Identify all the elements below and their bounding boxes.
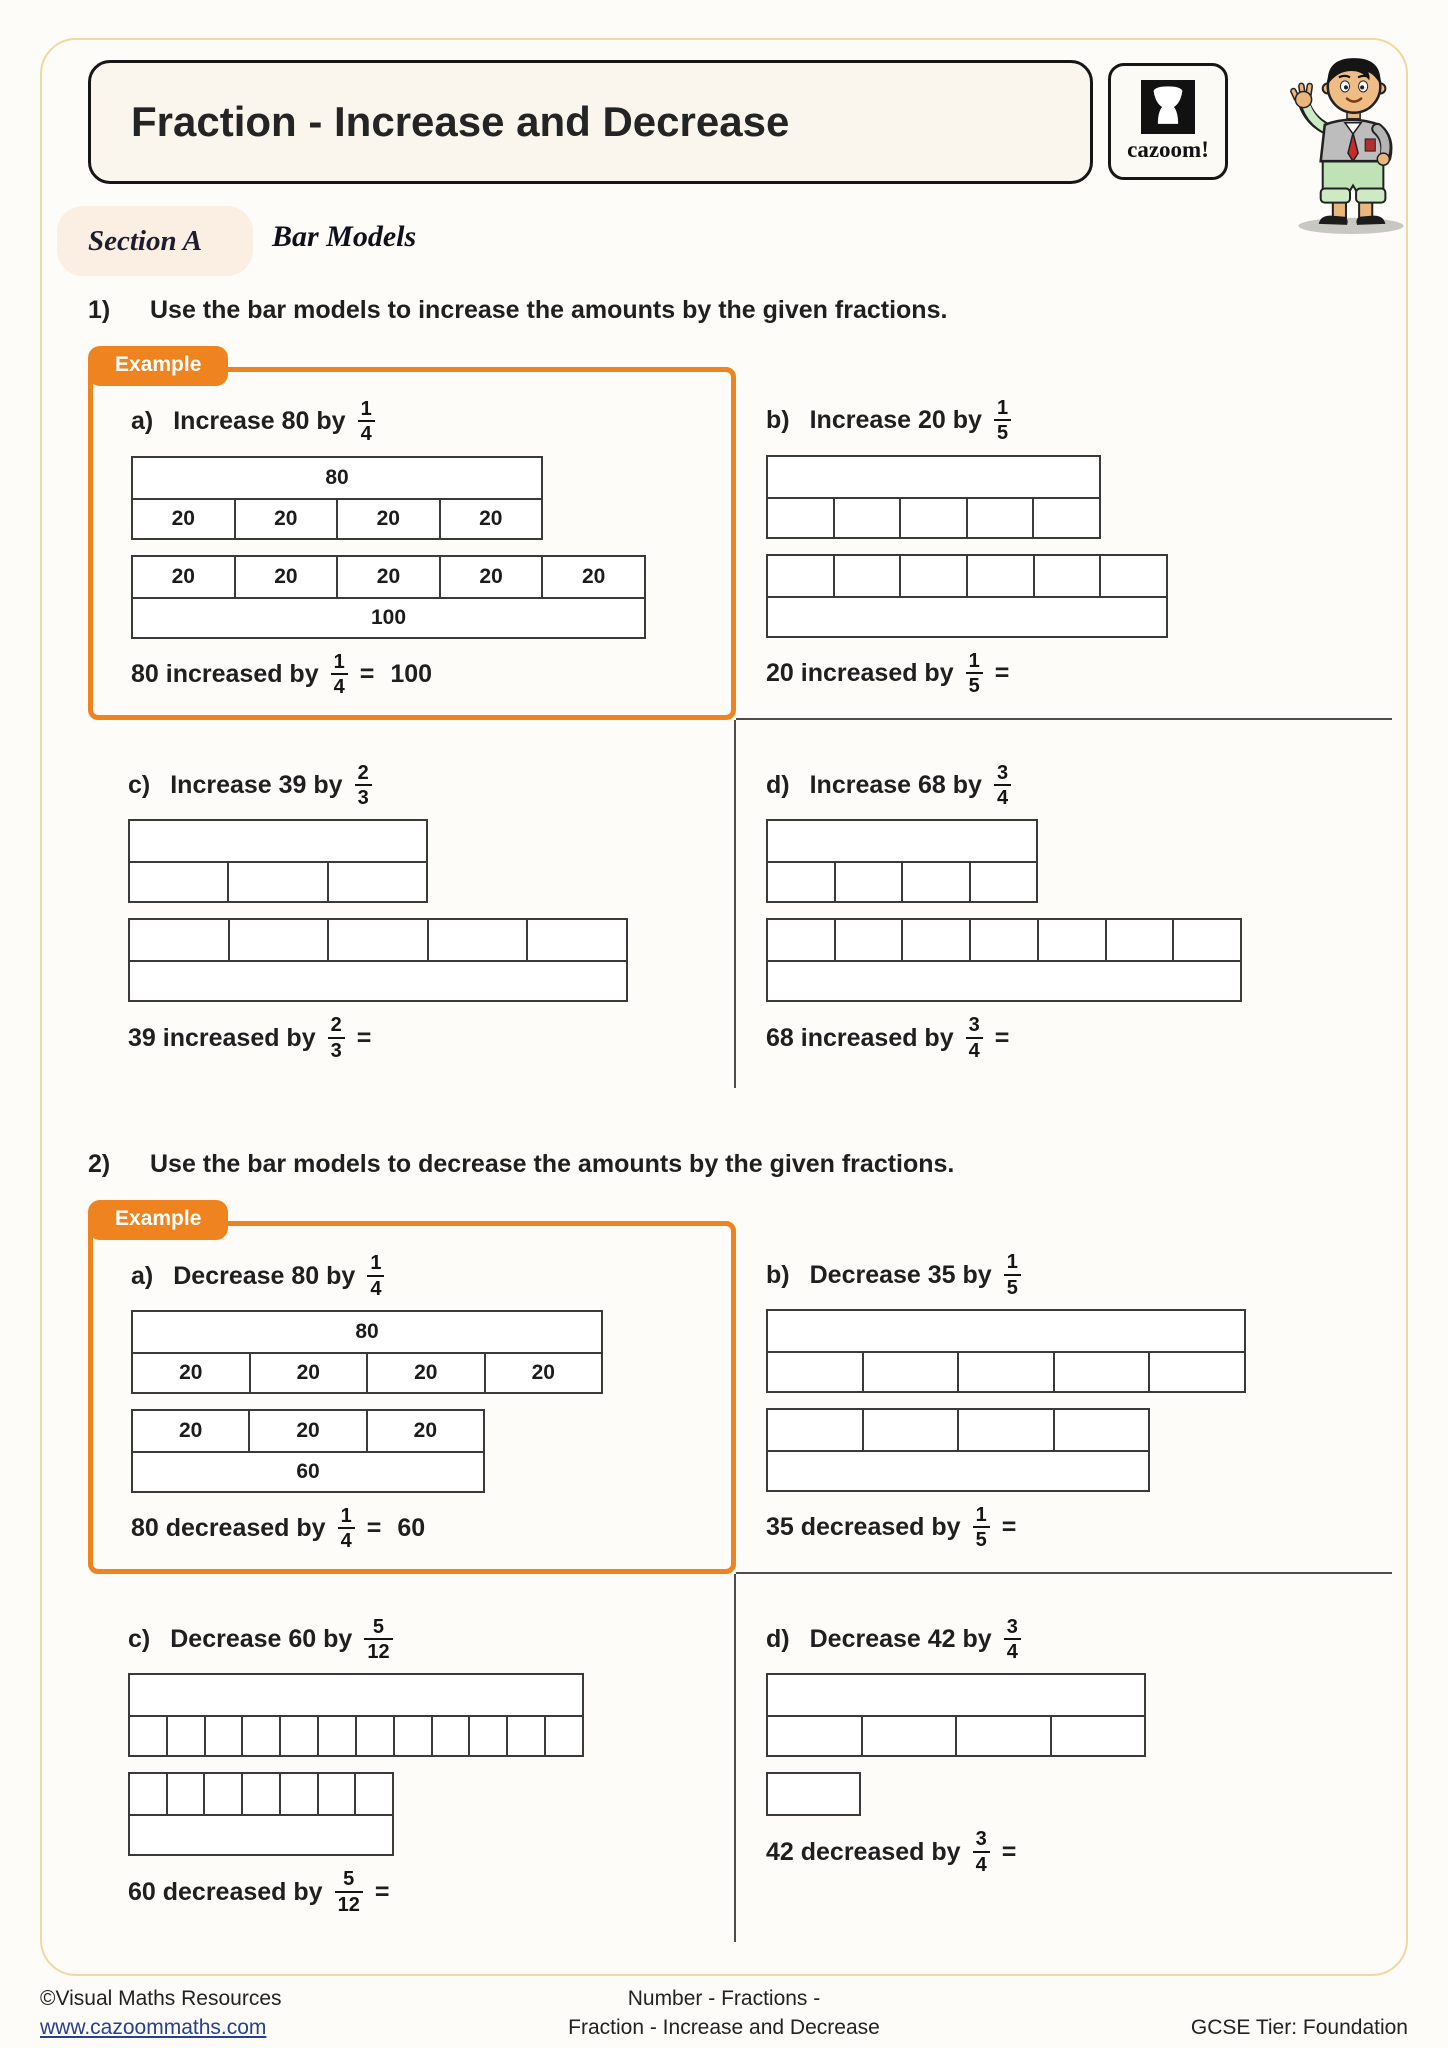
bar-unit-cell: 20: [248, 1411, 365, 1451]
fraction: [338, 1505, 355, 1553]
result-statement: [766, 1504, 1392, 1552]
fraction: [335, 1868, 363, 1916]
statement-prefix: 80 increased by: [131, 660, 319, 689]
result-statement: [766, 1014, 1392, 1062]
bar-model-row: [130, 821, 426, 861]
equals-sign: =: [366, 1514, 382, 1543]
fraction-denominator: 4: [994, 784, 1011, 809]
section-label: Section A: [88, 224, 203, 257]
bar-unit-cell: [203, 1774, 241, 1814]
bar-unit-cell: [861, 1717, 956, 1755]
bar-merged-cell: [130, 1816, 392, 1854]
bar-merged-cell: [130, 821, 426, 861]
fraction: [1004, 1251, 1021, 1299]
footer-tier: GCSE Tier: Foundation: [1190, 2015, 1408, 2039]
result-statement: [128, 1868, 734, 1916]
bar-unit-cell: [393, 1717, 431, 1755]
part-heading: [131, 1252, 713, 1300]
grid-cell-d: [736, 720, 1392, 1089]
bar-model-row: [130, 920, 626, 960]
bar-unit-cell: [166, 1717, 204, 1755]
bar-model: [766, 1673, 1146, 1757]
fraction-denominator: 4: [1004, 1638, 1021, 1663]
bar-model: [766, 1408, 1150, 1492]
grid-cell-a: [88, 1195, 736, 1574]
fraction-numerator: 1: [968, 649, 980, 672]
bar-unit-cell: [431, 1717, 469, 1755]
bar-model: [766, 819, 1038, 903]
part-label: a): [131, 1261, 154, 1290]
bar-merged-cell: [768, 1675, 1144, 1715]
grid-cell-c: [88, 1574, 736, 1943]
fraction-denominator: 4: [358, 420, 375, 445]
bar-unit-cell: [899, 499, 966, 537]
bar-model-row: [133, 1352, 601, 1392]
drum-icon: [1141, 80, 1195, 134]
bar-unit-cell: [833, 499, 900, 537]
fraction-denominator: 4: [973, 1851, 990, 1876]
question-part: [131, 398, 713, 699]
bar-model-row: [768, 596, 1166, 636]
part-prompt: Increase 20 by: [809, 406, 982, 435]
fraction-numerator: 5: [343, 1868, 355, 1891]
fraction-denominator: 3: [328, 1037, 345, 1062]
part-prompt: Decrease 80 by: [173, 1261, 356, 1290]
bar-unit-cell: [901, 863, 969, 901]
fraction: [328, 1014, 345, 1062]
fraction-numerator: 3: [968, 1014, 980, 1037]
example-box: [88, 353, 736, 720]
worksheet-title-box: [88, 60, 1093, 184]
bar-merged-cell: [130, 1675, 582, 1715]
footer-website-link[interactable]: www.cazoommaths.com: [40, 2015, 267, 2039]
logo-wordmark: cazoom!: [1127, 137, 1209, 162]
bar-model: [766, 1772, 861, 1816]
bar-model-row: [130, 1774, 392, 1814]
fraction-denominator: 4: [966, 1037, 983, 1062]
fraction: [1004, 1616, 1021, 1664]
bar-merged-cell: [768, 962, 1240, 1000]
question-number: 2): [88, 1150, 111, 1179]
result-statement: [131, 1505, 713, 1553]
bar-model-row: [133, 1411, 483, 1451]
fraction: [331, 651, 348, 699]
bar-model: [131, 456, 543, 540]
statement-prefix: 42 decreased by: [766, 1837, 961, 1866]
part-heading: [131, 398, 713, 446]
bar-unit-cell: 20: [171, 506, 195, 530]
bar-unit-cell: 20: [439, 500, 542, 538]
fraction: [358, 398, 375, 446]
bar-model: [128, 1772, 394, 1856]
bar-unit-cell: [1032, 499, 1099, 537]
bar-unit-cell: 20: [171, 564, 195, 588]
bar-unit-cell: [862, 1410, 958, 1450]
bar-merged-cell: 80: [325, 465, 349, 489]
bar-unit-cell: [204, 1717, 242, 1755]
bar-model-row: [768, 960, 1240, 1000]
bar-model-row: [768, 1450, 1148, 1490]
fraction-denominator: 5: [973, 1526, 990, 1551]
bar-model-row: [133, 1312, 601, 1352]
bar-unit-cell: [969, 863, 1037, 901]
bar-unit-cell: [327, 920, 427, 960]
example-tab: Example: [88, 1200, 228, 1240]
bar-unit-cell: [130, 863, 227, 901]
bar-unit-cell: [468, 1717, 506, 1755]
fraction-numerator: 3: [1006, 1615, 1018, 1638]
bar-unit-cell: 20: [541, 557, 644, 597]
bar-unit-cell: [1099, 556, 1166, 596]
grid-cell-c: [88, 720, 736, 1089]
bar-unit-cell: [506, 1717, 544, 1755]
bar-unit-cell: [768, 556, 833, 596]
statement-prefix: 80 decreased by: [131, 1514, 326, 1543]
bar-merged-cell: [768, 457, 1099, 497]
bar-unit-cell: [1053, 1410, 1149, 1450]
bar-model-row: [768, 1675, 1144, 1715]
bar-unit-cell: [130, 920, 228, 960]
part-prompt: Increase 39 by: [170, 770, 343, 799]
result-statement: [131, 651, 713, 699]
part-prompt: Decrease 42 by: [809, 1625, 992, 1654]
bar-model: [128, 819, 428, 903]
fraction-numerator: 3: [996, 761, 1009, 784]
bar-unit-cell: [1033, 556, 1100, 596]
bar-unit-cell: [130, 1717, 166, 1755]
part-heading: [766, 397, 1392, 445]
fraction-numerator: 1: [996, 397, 1009, 419]
part-prompt: Increase 68 by: [809, 770, 982, 799]
bar-unit-cell: [834, 920, 902, 960]
result-statement: [766, 650, 1392, 698]
bar-unit-cell: 20: [336, 500, 439, 538]
bar-unit-cell: [1172, 920, 1240, 960]
bar-unit-cell: 20: [366, 1354, 484, 1392]
fraction: [973, 1504, 990, 1552]
bar-unit-cell: [1148, 1353, 1244, 1391]
part-label: c): [128, 770, 151, 799]
bar-unit-cell: [130, 1774, 166, 1814]
bar-model-row: [768, 1774, 859, 1814]
bar-unit-cell: [427, 920, 527, 960]
part-label: b): [766, 406, 790, 435]
bar-model: [131, 555, 646, 639]
fraction-denominator: 4: [367, 1275, 384, 1300]
fraction-numerator: 1: [1006, 1251, 1018, 1274]
bar-model: [766, 1309, 1246, 1393]
question-part: [766, 1251, 1392, 1552]
bar-unit-cell: [768, 1410, 862, 1450]
section-row: [0, 206, 1448, 276]
bar-unit-cell: [355, 1717, 393, 1755]
example-box: [88, 1207, 736, 1574]
question-block: [88, 1150, 1392, 1942]
fraction: [994, 397, 1011, 445]
bar-unit-cell: [957, 1410, 1053, 1450]
bar-unit-cell: [966, 499, 1033, 537]
bar-unit-cell: [955, 1717, 1050, 1755]
worksheet-footer: [40, 1985, 1408, 2042]
bar-unit-cell: [768, 863, 834, 901]
bar-merged-cell: 60: [296, 1459, 320, 1483]
bar-unit-cell: [544, 1717, 582, 1755]
bar-unit-cell: [768, 1717, 861, 1755]
bar-merged-cell: 80: [355, 1319, 379, 1343]
fraction-numerator: 3: [975, 1828, 987, 1851]
part-label: d): [766, 770, 790, 799]
question-grid: [88, 1195, 1392, 1942]
part-heading: [766, 1251, 1392, 1299]
statement-prefix: 20 increased by: [766, 659, 954, 688]
question-part: [766, 397, 1392, 698]
bar-unit-cell: [327, 863, 426, 901]
part-prompt: Decrease 60 by: [170, 1625, 353, 1654]
bar-unit-cell: [1050, 1717, 1145, 1755]
bar-model: [131, 1310, 603, 1394]
bar-model-row: [768, 497, 1099, 537]
bar-unit-cell: [966, 556, 1033, 596]
bar-model: [766, 918, 1242, 1002]
statement-answer: 100: [390, 660, 433, 689]
equals-sign: =: [1001, 1513, 1017, 1542]
bar-unit-cell: [969, 920, 1037, 960]
bar-model-row: [768, 1715, 1144, 1755]
bar-unit-cell: [1053, 1353, 1149, 1391]
bar-model-row: [133, 1451, 483, 1491]
fraction: [966, 1014, 983, 1062]
bar-unit-cell: [901, 920, 969, 960]
bar-unit-cell: 20: [249, 1354, 367, 1392]
bar-unit-cell: [317, 1717, 355, 1755]
bar-unit-cell: [279, 1717, 317, 1755]
equals-sign: =: [994, 659, 1010, 688]
equals-sign: =: [359, 660, 375, 689]
fraction-denominator: 3: [355, 784, 372, 809]
bar-model-row: [768, 821, 1036, 861]
bar-model-row: [130, 960, 626, 1000]
question-part: [766, 1616, 1392, 1877]
fraction-denominator: 5: [1004, 1274, 1021, 1299]
bar-unit-cell: 20: [484, 1354, 602, 1392]
bar-unit-cell: [354, 1774, 392, 1814]
bar-unit-cell: 20: [178, 1418, 203, 1442]
bar-model-row: [133, 597, 644, 637]
fraction-numerator: 1: [340, 1504, 352, 1527]
footer-topic-line2: Fraction - Increase and Decrease: [568, 2015, 880, 2039]
bar-unit-cell: [833, 556, 900, 596]
fraction: [966, 650, 983, 698]
section-title: Bar Models: [272, 220, 417, 253]
bar-model-row: [130, 861, 426, 901]
bar-unit-cell: [862, 1353, 958, 1391]
statement-prefix: 60 decreased by: [128, 1877, 323, 1906]
bar-model-row: [133, 458, 541, 498]
fraction-numerator: 1: [370, 1252, 382, 1275]
bar-unit-cell: [768, 499, 833, 537]
bar-unit-cell: 20: [179, 1360, 203, 1384]
question-prompt: [88, 296, 1392, 325]
footer-center: [491, 1985, 956, 2042]
fraction: [355, 762, 372, 810]
part-label: a): [131, 407, 154, 436]
statement-answer: 60: [397, 1514, 426, 1543]
example-tab: Example: [88, 346, 228, 386]
fraction: [364, 1616, 392, 1664]
bar-merged-cell: [768, 598, 1166, 636]
bar-unit-cell: [241, 1774, 279, 1814]
fraction-denominator: 4: [338, 1527, 355, 1552]
fraction-denominator: 5: [966, 672, 983, 697]
question-prompt: [88, 1150, 1392, 1179]
fraction-denominator: 5: [994, 419, 1011, 444]
fraction: [973, 1828, 990, 1876]
question-part: [766, 762, 1392, 1063]
bar-unit-cell: 20: [366, 1411, 483, 1451]
worksheet-header: [88, 60, 1448, 184]
bar-model-row: [133, 498, 541, 538]
grid-cell-b: [736, 341, 1392, 720]
question-prompt-text: Use the bar models to increase the amounts by the given fractions.: [150, 296, 948, 324]
statement-prefix: 68 increased by: [766, 1023, 954, 1052]
part-prompt: Decrease 35 by: [809, 1260, 992, 1289]
bar-model: [131, 1409, 485, 1493]
part-prompt: Increase 80 by: [173, 407, 346, 436]
fraction-numerator: 1: [360, 398, 372, 420]
part-heading: [128, 1616, 734, 1664]
bar-model: [766, 554, 1168, 638]
bar-unit-cell: 20: [336, 557, 439, 597]
part-heading: [766, 1616, 1392, 1664]
questions-container: [88, 296, 1392, 1942]
fraction-numerator: 2: [330, 1014, 342, 1037]
bar-model-row: [768, 920, 1240, 960]
bar-unit-cell: 20: [439, 557, 542, 597]
equals-sign: =: [374, 1877, 390, 1906]
part-label: d): [766, 1625, 790, 1654]
bar-model: [128, 918, 628, 1002]
bar-model-row: [130, 1675, 582, 1715]
question-grid: [88, 341, 1392, 1088]
footer-topic-line1: Number - Fractions -: [627, 1987, 821, 2011]
bar-unit-cell: [768, 1774, 859, 1814]
bar-model-row: [768, 1311, 1244, 1351]
bar-unit-cell: [227, 863, 326, 901]
equals-sign: =: [1001, 1837, 1017, 1866]
fraction-numerator: 2: [357, 761, 369, 784]
bar-unit-cell: 20: [234, 557, 337, 597]
fraction: [367, 1252, 384, 1300]
bar-merged-cell: [768, 1311, 1244, 1351]
fraction-denominator: 12: [364, 1638, 392, 1663]
part-label: b): [766, 1260, 790, 1289]
fraction: [994, 762, 1011, 810]
bar-merged-cell: [768, 821, 1036, 861]
bar-unit-cell: 20: [234, 500, 337, 538]
question-part: [131, 1252, 713, 1553]
bar-unit-cell: [768, 920, 834, 960]
bar-merged-cell: [130, 962, 626, 1000]
part-label: c): [128, 1625, 151, 1654]
bar-unit-cell: [957, 1353, 1053, 1391]
statement-prefix: 39 increased by: [128, 1023, 316, 1052]
equals-sign: =: [994, 1023, 1010, 1052]
bar-unit-cell: [317, 1774, 355, 1814]
section-pill: [57, 206, 253, 276]
grid-cell-b: [736, 1195, 1392, 1574]
bar-model: [128, 1673, 584, 1757]
footer-left: [40, 1985, 491, 2042]
bar-unit-cell: [1037, 920, 1105, 960]
bar-model-row: [768, 861, 1036, 901]
bar-unit-cell: [241, 1717, 279, 1755]
bar-model-row: [768, 556, 1166, 596]
part-heading: [766, 762, 1392, 810]
statement-prefix: 35 decreased by: [766, 1513, 961, 1542]
bar-model-row: [130, 1814, 392, 1854]
bar-unit-cell: [1105, 920, 1173, 960]
fraction-denominator: 12: [335, 1891, 363, 1916]
fraction-numerator: 5: [372, 1615, 385, 1638]
fraction-numerator: 1: [975, 1503, 987, 1526]
bar-model: [766, 455, 1101, 539]
bar-unit-cell: [166, 1774, 204, 1814]
bar-model-row: [768, 457, 1099, 497]
page-title: Fraction - Increase and Decrease: [131, 98, 790, 145]
question-part: [128, 1616, 734, 1917]
grid-cell-a: [88, 341, 736, 720]
result-statement: [128, 1014, 734, 1062]
question-part: [128, 762, 734, 1063]
bar-model-row: [133, 557, 644, 597]
question-prompt-text: Use the bar models to decrease the amounts by the given fractions.: [150, 1150, 955, 1179]
bar-unit-cell: [834, 863, 902, 901]
grid-cell-d: [736, 1574, 1392, 1943]
question-number: 1): [88, 296, 111, 324]
question-block: [88, 296, 1392, 1088]
bar-unit-cell: [279, 1774, 317, 1814]
bar-model-row: [768, 1410, 1148, 1450]
bar-unit-cell: [228, 920, 328, 960]
cazoom-logo: [1108, 63, 1228, 180]
equals-sign: =: [356, 1023, 372, 1052]
footer-copyright: ©Visual Maths Resources: [40, 1987, 282, 2011]
result-statement: [766, 1828, 1392, 1876]
bar-merged-cell: 100: [370, 605, 407, 629]
bar-unit-cell: [768, 1353, 862, 1391]
bar-merged-cell: [768, 1452, 1148, 1490]
fraction-denominator: 4: [331, 673, 348, 698]
fraction-numerator: 1: [333, 650, 345, 673]
part-heading: [128, 762, 734, 810]
bar-unit-cell: [526, 920, 626, 960]
bar-unit-cell: [899, 556, 966, 596]
bar-model-row: [768, 1351, 1244, 1391]
bar-model-row: [130, 1715, 582, 1755]
